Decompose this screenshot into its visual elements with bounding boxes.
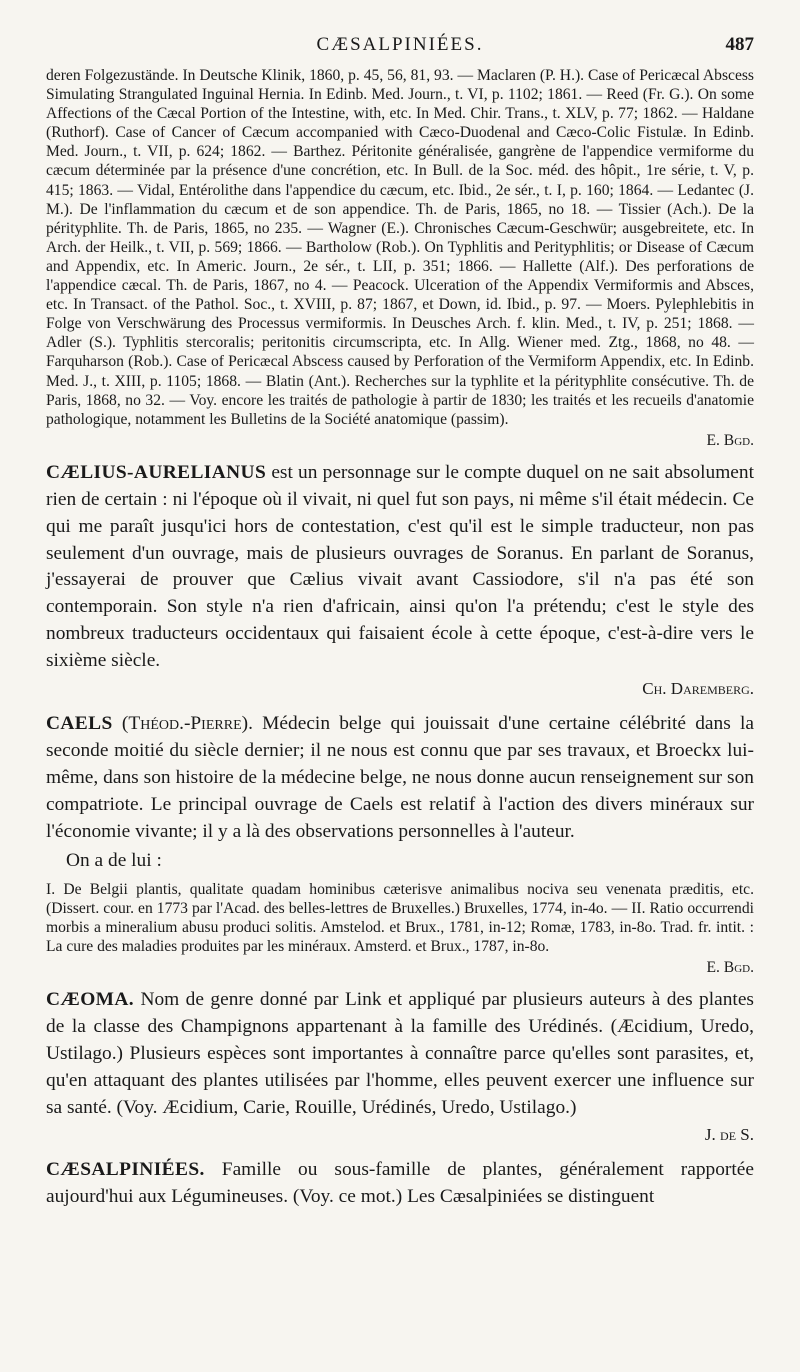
entry-headword: CÆOMA. xyxy=(46,988,135,1010)
entry-qualifier: (Théod.-Pierre). xyxy=(121,713,253,735)
bibliography-text: deren Folgezustände. In Deutsche Klinik, 1860, p. 45, 56, 81, 93. — Maclaren (P. H.). Case of Pericæcal Abscess Simulating Strangulated Inguinal Hernia. In Edinb. Med. Journ., t. VI, p. 1102; 1861. — Reed (Fr. G.). On some Affections of the Cæcal Portion of the Intestine, with, etc. In Med. Chir. Trans., t. XLV, p. 77; 1862. — Haldane (Ruthorf). Case of Cancer of Cæcum accompanied with Cæco-Duodenal and Cæco-Colic Fistulæ. In Edinb. Med. Journ., t. VII, p. 624; 1862. — Barthez. Péritonite généralisée, gangrène de l'appendice vermiforme du cæcum déterminée par la présence d'une concrétion, etc. In Bull. de la Soc. méd. des hôpit., 1re série, t. V, p. 415; 1863. — Vidal, Entérolithe dans l'appendice du cæcum, etc. Ibid., 2e sér., t. I, p. 160; 1864. — Ledantec (J. M.). De l'inflammation du cæcum et de son appendice. Th. de Paris, 1865, no 18. — Tissier (Ach.). De la pérityphlite. Th. de Paris, 1865, no 235. — Wagner (E.). Chronisches Cæcum-Geschwür; ausgebreitete, etc. In Arch. der Heilk., t. VII, p. 569; 1866. — Bartholow (Rob.). On Typhlitis and Perityphlitis; or Disease of Cæcum and Appendix, etc. In Americ. Journ., 2e sér., t. LII, p. 351; 1866. — Hallette (Alf.). Des perforations de l'appendice cæcal. Th. de Paris, 1867, no 4. — Peacock. Ulceration of the Appendix Vermiformis and Absces, etc. In Transact. of the Pathol. Soc., t. XVIII, p. 87; 1867, et Down, id. Ibid., p. 97. — Moers. Pylephlebitis in Folge von Verschwärung des Processus vermiformis. In Deusches Arch. f. klin. Med., t. IV, p. 251; 1868. — Adler (S.). Typhlitis stercoralis; peritonitis circumscripta, etc. In Allg. Wiener med. Ztg., 1868, no 48. — Farquharson (Rob.). Case of Pericæcal Abscess caused by Perforation of the Vermiform Appendix, etc. In Edinb. Med. J., t. XIII, p. 1105; 1868. — Blatin (Ant.). Recherches sur la typhlite et la pérityphlite consécutive. Th. de Paris, 1868, no 32. — Voy. encore les traités de pathologie à partir de 1830; les traités et les recueils d'anatomie pathologique, notamment les Bulletins de la Société anatomique (passim). xyxy=(46,67,754,428)
page-number: 487 xyxy=(725,34,754,55)
works-text: I. De Belgii plantis, qualitate quadam hominibus cæterisve animalibus nociva seu venenata præditis, etc. (Dissert. cour. en 1773 par l'Acad. des belles-lettres de Bruxelles.) Bruxelles, 1774, in-4o. — II. Ratio occurrendi morbis a mineralium abusu produci solitis. Amstelod. et Brux., 1781, in-12; Romæ, 1783, in-8o. Trad. fr. intit. : La cure des maladies produites par les minéraux. Amsterd. et Brux., 1787, in-8o. xyxy=(46,880,754,955)
running-header xyxy=(46,30,754,60)
bibliography-continuation xyxy=(46,66,754,429)
entry-caeoma xyxy=(46,987,754,1122)
bibliography-signature: E. Bgd. xyxy=(706,431,754,449)
entry-signature: J. de S. xyxy=(704,1125,754,1145)
entry-signature: E. Bgd. xyxy=(706,958,754,976)
entry-body: Médecin belge qui jouissait d'une certaine célébrité dans la seconde moitié du siècle dernier; il ne nous est connu que par ses travaux, et Broeckx lui-même, dans son histoire de la médecine belge, ne nous donne aucun renseignement sur son compatriote. Le principal ouvrage de Caels est relatif à l'action des divers minéraux sur l'économie vivante; il y a là des observations personnelles à l'auteur. xyxy=(46,713,754,842)
entry-caelius-aurelianus xyxy=(46,460,754,675)
entry-body: Nom de genre donné par Link et appliqué par plusieurs auteurs à des plantes de la classe des Champignons appartenant à la famille des Urédinés. (Æcidium, Uredo, Ustilago.) Plusieurs espèces sont importantes à connaître parce qu'elles sont parasites, et, qu'en attaquant des plantes utilisées par l'homme, elles peuvent exercer une influence sur sa santé. (Voy. Æcidium, Carie, Rouille, Urédinés, Uredo, Ustilago.) xyxy=(46,988,754,1118)
entry-caesalpiniees xyxy=(46,1157,754,1211)
entry-body: est un personnage sur le compte duquel on ne sait absolument rien de certain : ni l'époque où il vivait, ni quel fut son pays, ni même s'il était médecin. Ce qui me paraît jusqu'ici hors de contestation, c'est qu'il est le simple traducteur, non pas seulement d'un ouvrage, mais de plusieurs ouvrages de Soranus. En parlant de Soranus, j'essayerai de prouver que Cælius vivait avant Cassiodore, s'il n'a pas été son contemporain. Son style n'a rien d'africain, ainsi qu'on l'a prétendu; c'est le style des nombreux traducteurs occidentaux qui faisaient école à cette époque, c'est-à-dire vers le sixième siècle. xyxy=(46,461,754,672)
entry-headword: CÆLIUS-AURELIANUS xyxy=(46,461,267,483)
entry-headword: CÆSALPINIÉES. xyxy=(46,1159,205,1181)
works-intro: On a de lui : xyxy=(66,849,162,871)
entry-body: Famille ou sous-famille de plantes, généralement rapportée aujourd'hui aux Légumineuses. (Voy. ce mot.) Les Cæsalpiniées se distinguent xyxy=(46,1159,754,1208)
running-title: CÆSALPINIÉES. xyxy=(316,34,484,55)
entry-headword: CAELS xyxy=(46,713,113,735)
entry-caels xyxy=(46,711,754,846)
works-list xyxy=(46,880,754,956)
entry-signature: Ch. Daremberg. xyxy=(642,679,754,699)
